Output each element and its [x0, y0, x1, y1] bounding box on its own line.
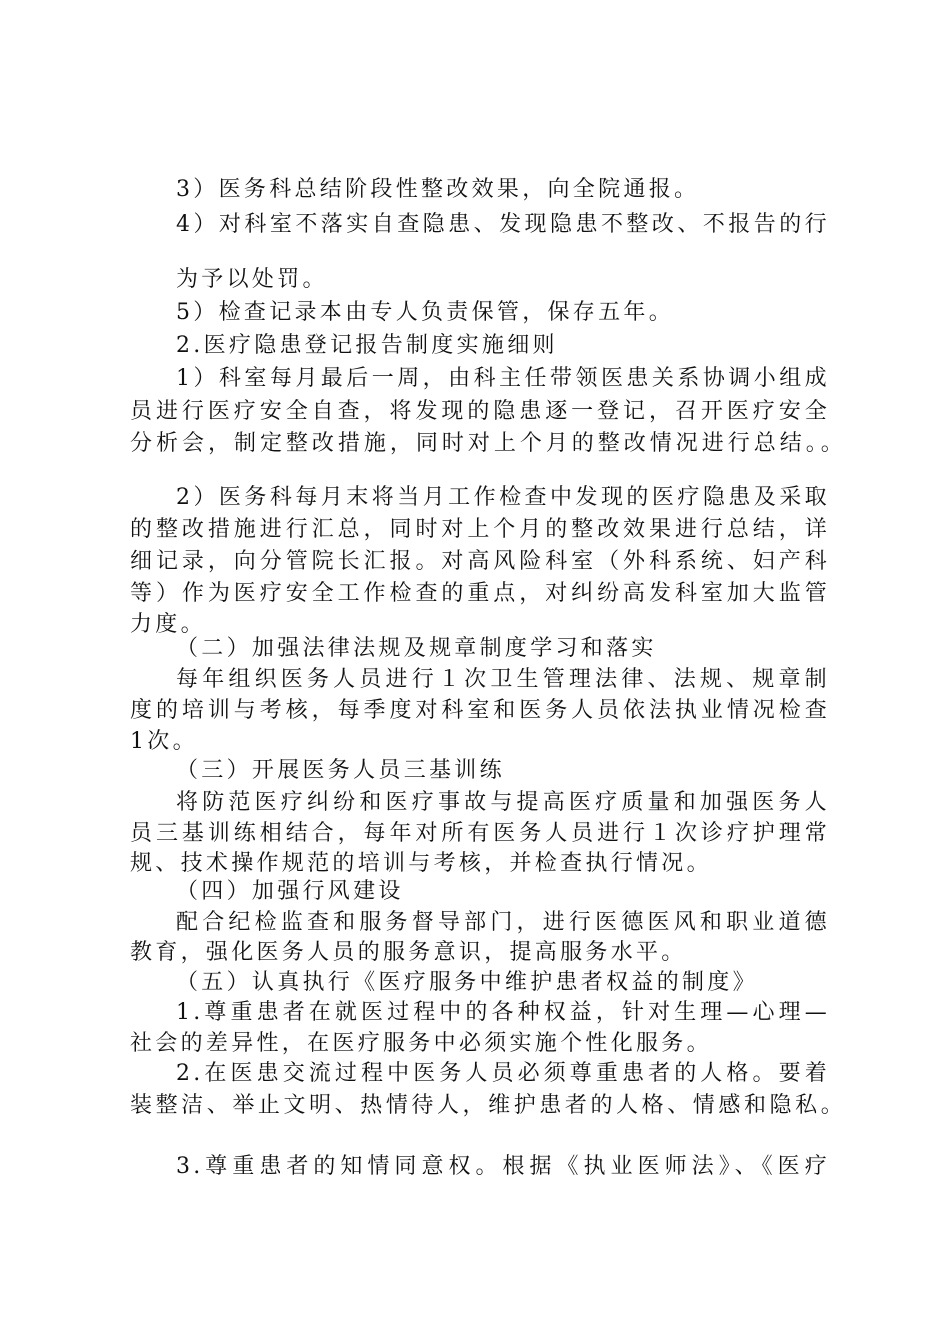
paragraph-line: 将防范医疗纠纷和医疗事故与提高医疗质量和加强医务人 — [176, 790, 830, 815]
paragraph-line: 配合纪检监查和服务督导部门，进行医德医风和职业道德 — [176, 910, 830, 935]
section-heading: （二）加强法律法规及规章制度学习和落实 — [176, 636, 657, 661]
paragraph-line: 5）检查记录本由专人负责保管，保存五年。 — [176, 300, 674, 325]
section-heading: （三）开展医务人员三基训练 — [176, 758, 505, 783]
section-heading: （四）加强行风建设 — [176, 879, 404, 904]
paragraph-line: 的整改措施进行汇总，同时对上个月的整改效果进行总结，详 — [130, 517, 830, 542]
paragraph-line: 等）作为医疗安全工作检查的重点，对纠纷高发科室加大监管 — [130, 581, 830, 606]
paragraph-line: 每年组织医务人员进行１次卫生管理法律、法规、规章制 — [176, 667, 830, 692]
paragraph-line: 1次。 — [130, 729, 198, 754]
section-heading: （五）认真执行《医疗服务中维护患者权益的制度》 — [176, 970, 758, 995]
paragraph-line: 2.在医患交流过程中医务人员必须尊重患者的人格。要着 — [176, 1061, 830, 1086]
paragraph-line: 力度。 — [130, 612, 206, 637]
paragraph-line: 3.尊重患者的知情同意权。根据《执业医师法》、《医疗 — [176, 1154, 830, 1179]
paragraph-line: 1）科室每月最后一周，由科主任带领医患关系协调小组成 — [176, 366, 830, 391]
paragraph-line: 教育，强化医务人员的服务意识，提高服务水平。 — [130, 940, 687, 965]
paragraph-line: 1.尊重患者在就医过程中的各种权益，针对生理—心理— — [176, 1000, 830, 1025]
paragraph-line: 4）对科室不落实自查隐患、发现隐患不整改、不报告的行 — [176, 212, 830, 237]
paragraph-line: 规、技术操作规范的培训与考核，并检查执行情况。 — [130, 851, 712, 876]
paragraph-line: 2）医务科每月末将当月工作检查中发现的医疗隐患及采取 — [176, 485, 830, 510]
paragraph-line: 装整洁、举止文明、热情待人，维护患者的人格、情感和隐私。 — [130, 1093, 846, 1118]
paragraph-line: 细记录，向分管院长汇报。对高风险科室（外科系统、妇产科 — [130, 549, 830, 574]
paragraph-line: 员三基训练相结合，每年对所有医务人员进行１次诊疗护理常 — [130, 821, 830, 846]
paragraph-line: 度的培训与考核，每季度对科室和医务人员依法执业情况检查 — [130, 698, 830, 723]
paragraph-line: 社会的差异性，在医疗服务中必须实施个性化服务。 — [130, 1031, 712, 1056]
paragraph-line: 分析会，制定整改措施，同时对上个月的整改情况进行总结。。 — [130, 431, 846, 456]
section-heading: 2.医疗隐患登记报告制度实施细则 — [176, 333, 558, 358]
paragraph-line: 为予以处罚。 — [176, 267, 328, 292]
paragraph-line: 3）医务科总结阶段性整改效果，向全院通报。 — [176, 177, 700, 202]
paragraph-line: 员进行医疗安全自查，将发现的隐患逐一登记，召开医疗安全 — [130, 399, 830, 424]
